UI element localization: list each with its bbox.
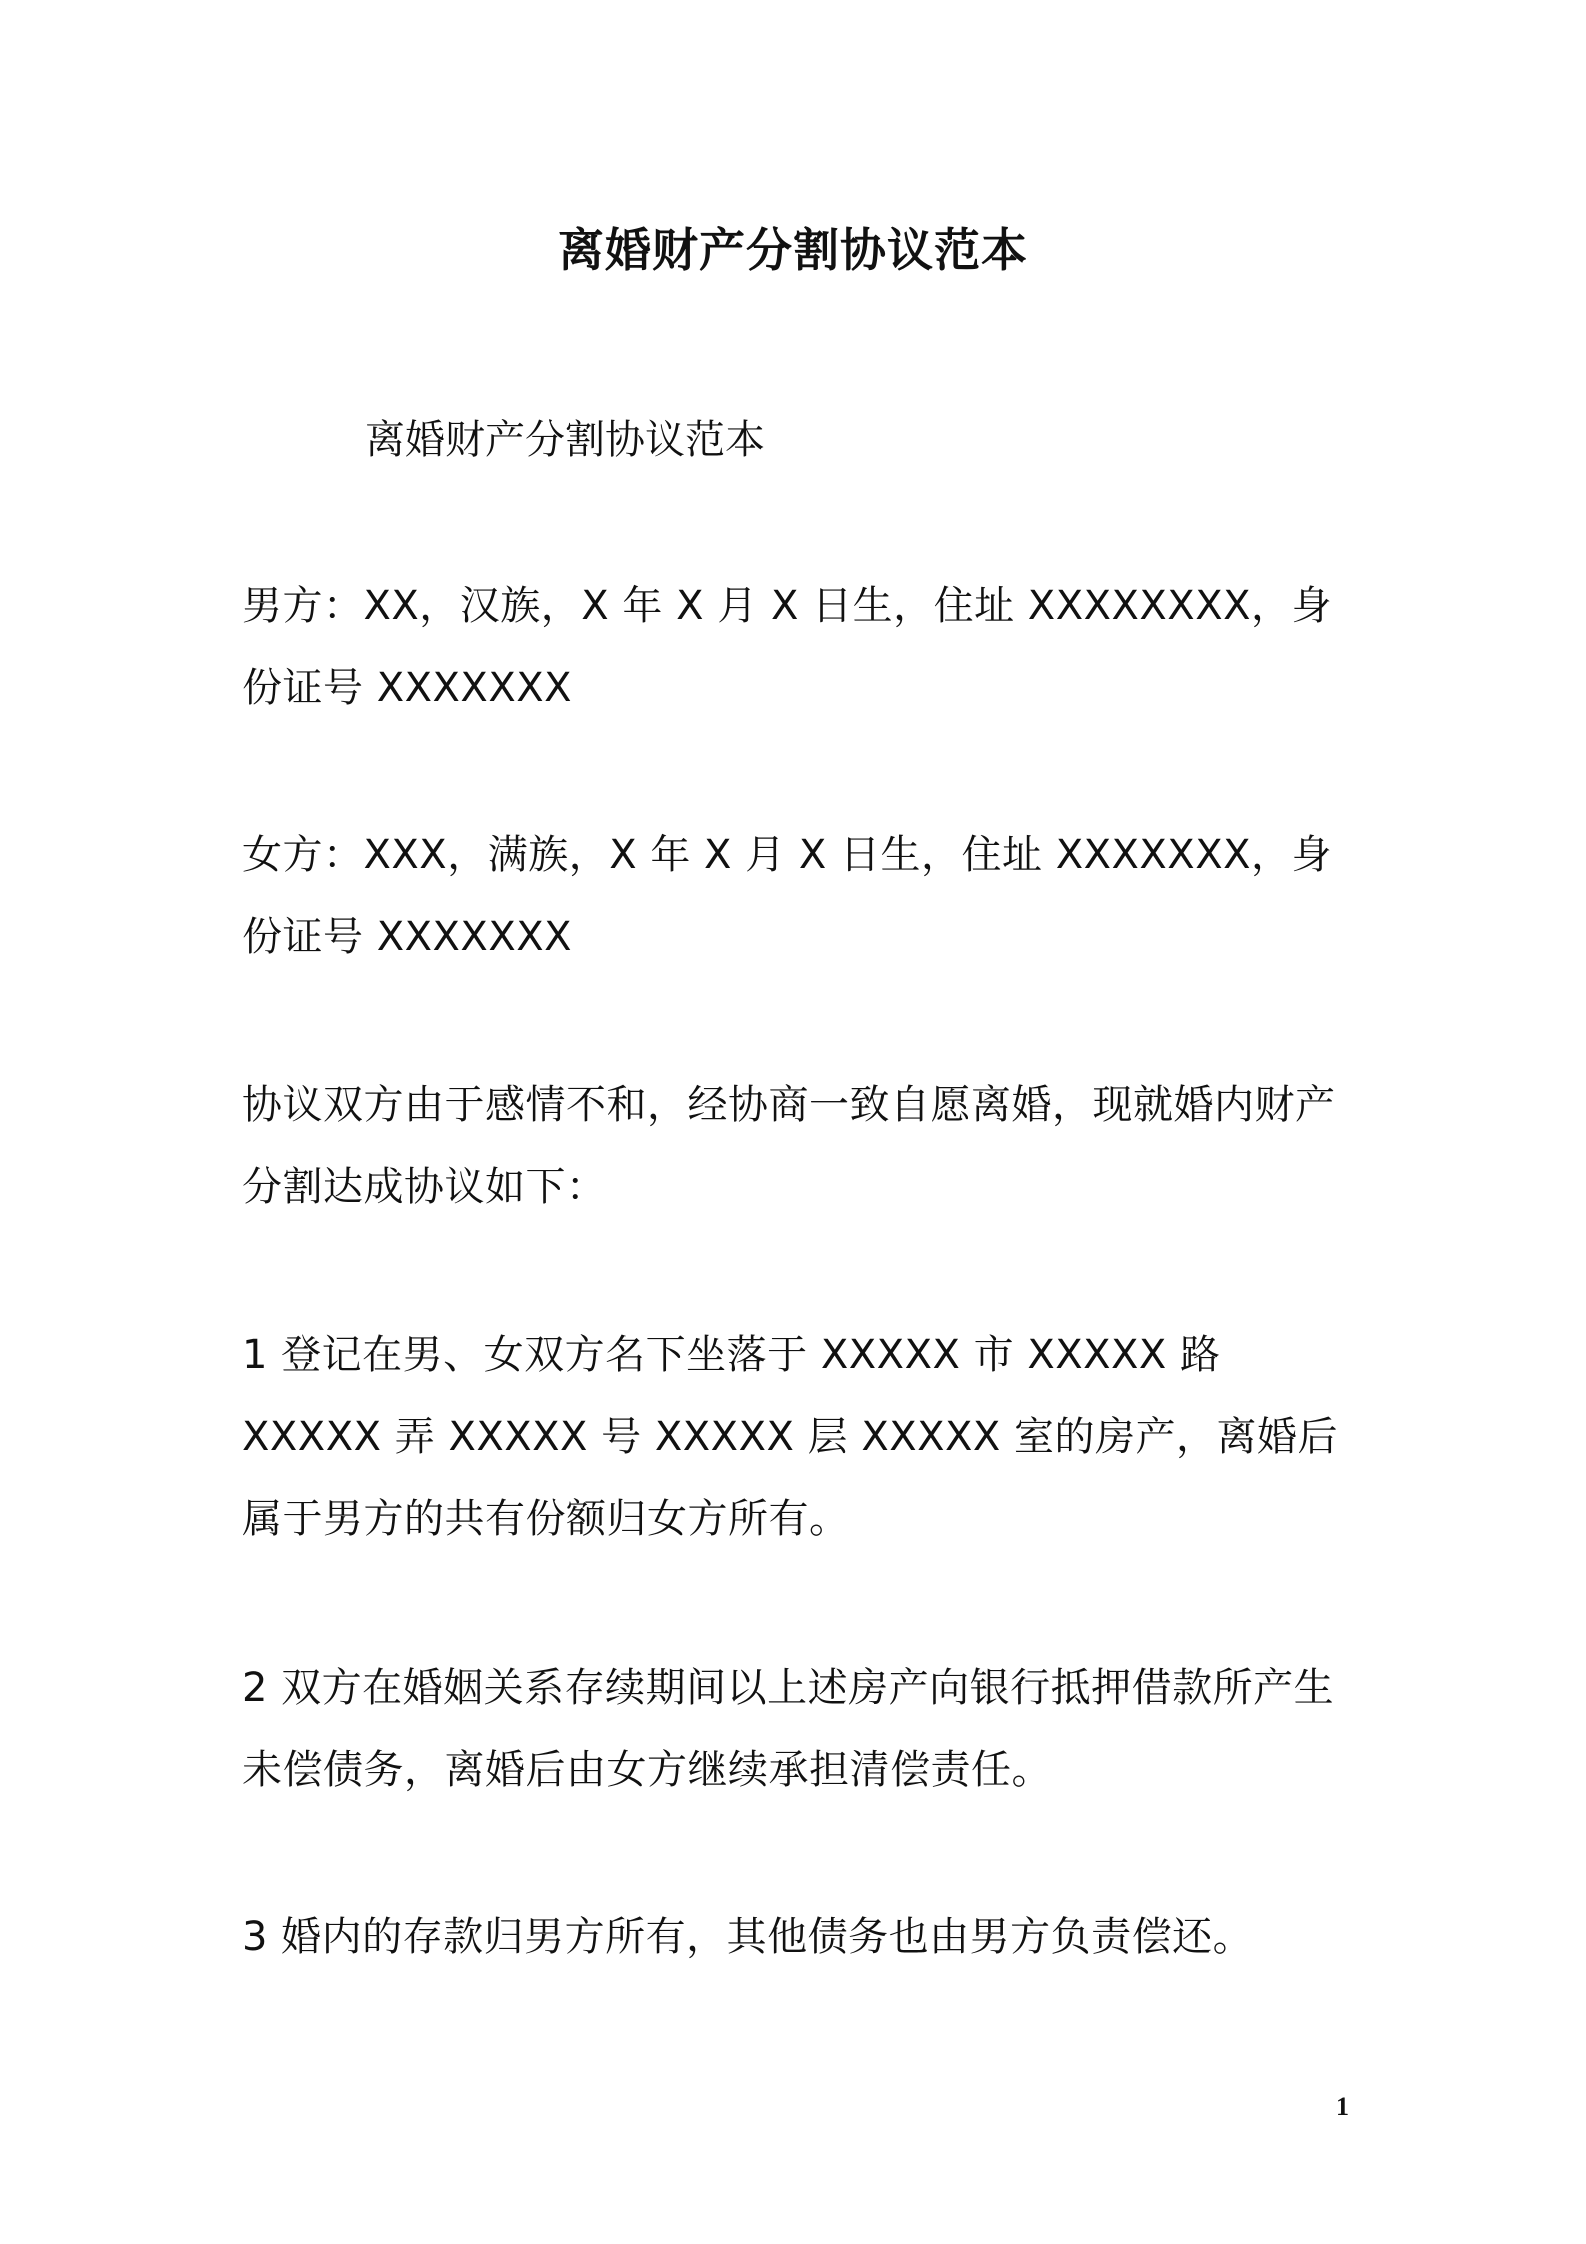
paragraph-female-party: 女方：XXX，满族，X 年 X 月 X 日生，住址 XXXXXXX，身份证号 XXXXXXX (242, 832, 1333, 960)
paragraph-male-party: 男方：XX，汉族，X 年 X 月 X 日生，住址 XXXXXXXX，身份证号 XXXXXXX (242, 583, 1333, 711)
document-subtitle: 离婚财产分割协议范本 (365, 417, 765, 463)
document-title: 离婚财产分割协议范本 (558, 223, 1028, 277)
paragraph-clause-2: 2 双方在婚姻关系存续期间以上述房产向银行抵押借款所产生未偿债务，离婚后由女方继续承担清偿责任。 (242, 1665, 1335, 1793)
paragraph-clause-1: 1 登记在男、女双方名下坐落于 XXXXX 市 XXXXX 路 XXXXX 弄 XXXXX 号 XXXXX 层 XXXXX 室的房产，离婚后属于男方的共有份额归女方所有。 (242, 1332, 1339, 1542)
page-number: 1 (1336, 2092, 1349, 2121)
paragraph-clause-3: 3 婚内的存款归男方所有，其他债务也由男方负责偿还。 (242, 1914, 1254, 1960)
paragraph-agreement-intro: 协议双方由于感情不和，经协商一致自愿离婚，现就婚内财产分割达成协议如下： (242, 1082, 1336, 1210)
